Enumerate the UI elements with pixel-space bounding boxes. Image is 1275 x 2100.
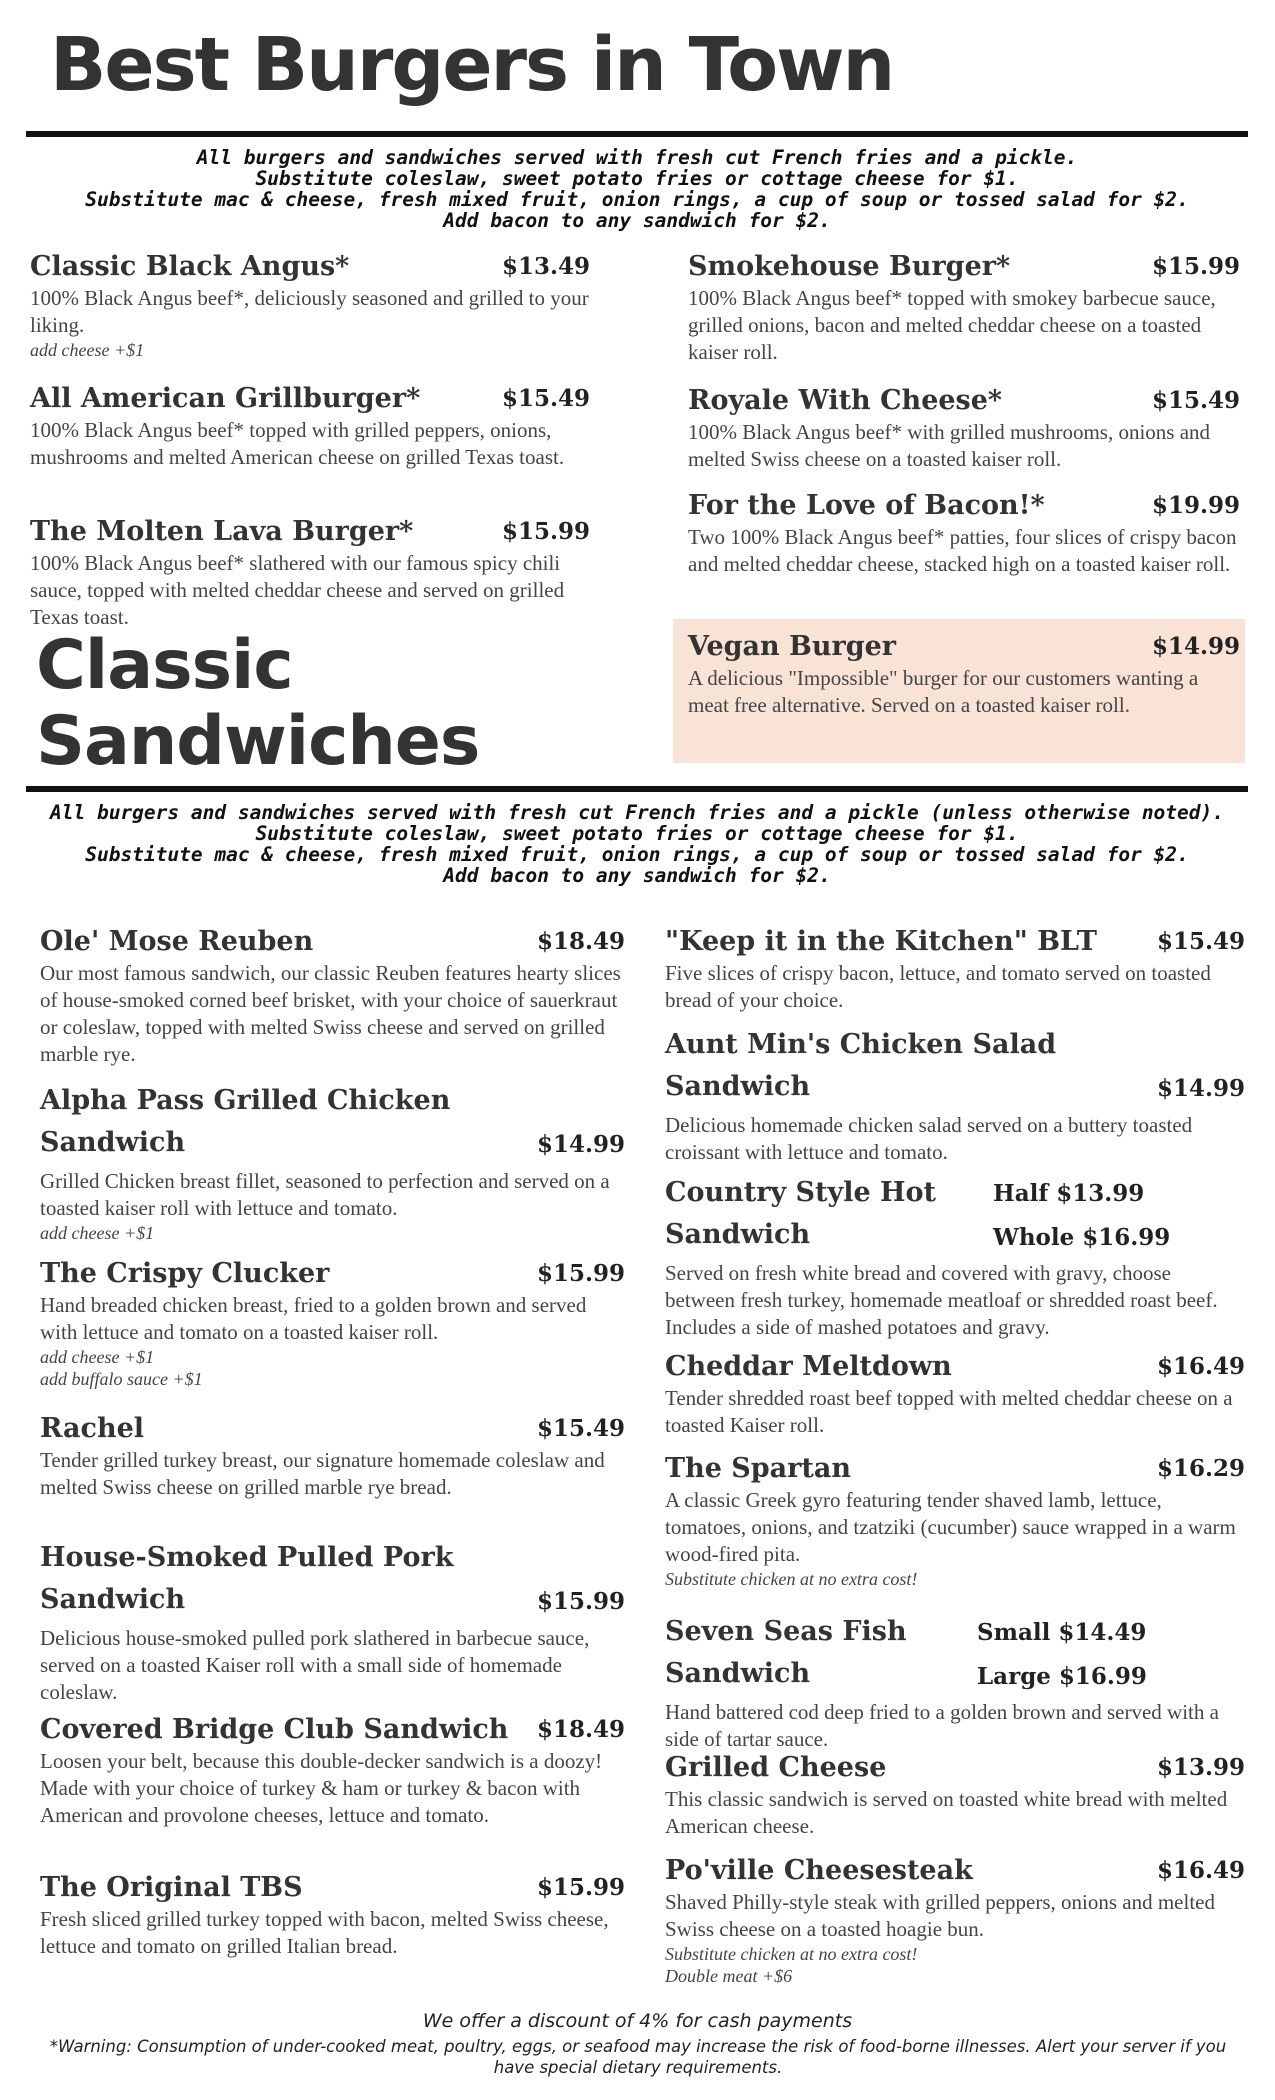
note-line: Substitute coleslaw, sweet potato fries or cottage cheese for $1. [255,167,1019,190]
divider-top [26,131,1248,137]
menu-item [40,1712,625,1829]
item-price: $15.49 [536,1415,625,1442]
item-description: Hand breaded chicken breast, fried to a golden brown and served with lettuce and tomato on a toasted kaiser roll. [40,1293,587,1344]
item-name: Po'ville Cheesesteak [665,1855,973,1886]
item-description: Served on fresh white bread and covered with gravy, choose between fresh turkey, homemade meatloaf or shredded roast beef. Includes a side of mashed potatoes and gravy. [665,1261,1218,1339]
menu-item [30,381,590,471]
sandwich-notes [26,802,1248,886]
item-price: $13.99 [1156,1754,1245,1781]
menu-item [688,383,1240,473]
item-price: $15.99 [536,1588,625,1615]
item-name: For the Love of Bacon!* [688,490,1045,521]
item-description: Delicious homemade chicken salad served on a buttery toasted croissant with lettuce and tomato. [665,1113,1193,1164]
item-name: Classic Black Angus* [30,251,350,282]
burger-notes [26,147,1248,231]
menu-item [665,1451,1245,1590]
price-options [993,1172,1170,1260]
item-note: add buffalo sauce +$1 [40,1369,203,1389]
item-description: Our most famous sandwich, our classic Reuben features hearty slices of house-smoked corned beef brisket, with your choice of sauerkraut or coleslaw, topped with melted Swiss cheese and served on grilled marble rye. [40,961,621,1066]
item-name: "Keep it in the Kitchen" BLT [665,926,1097,957]
note-line: All burgers and sandwiches served with fresh cut French fries and a pickle (unless otherwise noted). [50,801,1224,824]
item-price: $15.49 [1151,387,1240,414]
item-name: The Original TBS [40,1872,303,1903]
note-line: Add bacon to any sandwich for $2. [443,864,831,887]
item-price: $14.99 [536,1131,625,1158]
item-description: Delicious house-smoked pulled pork slathered in barbecue sauce, served on a toasted Kaiser roll with a small side of homemade coleslaw. [40,1626,590,1704]
menu-item [40,924,625,1068]
menu-item [40,1537,625,1706]
food-warning: *Warning: Consumption of under-cooked meat, poultry, eggs, or seafood may increase the risk of food-borne illnesses. Alert your server if you have special dietary requirements. [49,2037,1227,2077]
item-name: House-Smoked Pulled Pork Sandwich [40,1542,454,1615]
item-description: Hand battered cod deep fried to a golden brown and served with a side of tartar sauce. [665,1700,1219,1751]
item-description: Grilled Chicken breast fillet, seasoned to perfection and served on a toasted kaiser roll with lettuce and tomato. [40,1169,610,1220]
item-description: Tender shredded roast beef topped with melted cheddar cheese on a toasted Kaiser roll. [665,1386,1233,1437]
item-price: $19.99 [1151,492,1240,519]
menu-item [665,1172,1245,1341]
item-name: Aunt Min's Chicken Salad Sandwich [665,1029,1057,1102]
item-price: $13.49 [501,253,590,280]
item-name: Cheddar Meltdown [665,1351,952,1382]
page-title: Best Burgers in Town [50,22,894,108]
price-option: Whole $16.99 [993,1224,1171,1251]
item-price: $18.49 [536,1716,625,1743]
item-note: Double meat +$6 [665,1966,793,1986]
item-name: Royale With Cheese* [688,385,1003,416]
menu-item [40,1411,625,1501]
item-note: Substitute chicken at no extra cost! [665,1569,918,1589]
note-line: Substitute mac & cheese, fresh mixed fruit, onion rings, a cup of soup or tossed salad for $2. [85,843,1189,866]
item-name: The Molten Lava Burger* [30,516,414,547]
item-name: All American Grillburger* [30,383,421,414]
item-description: Fresh sliced grilled turkey topped with bacon, melted Swiss cheese, lettuce and tomato on grilled Italian bread. [40,1907,609,1958]
item-price: $14.99 [1151,633,1240,660]
item-name: Covered Bridge Club Sandwich [40,1714,509,1745]
item-price: $15.99 [501,518,590,545]
menu-item [30,249,590,361]
cash-discount-note: We offer a discount of 4% for cash payments [422,2010,853,2032]
item-name: Rachel [40,1413,145,1444]
item-name: The Crispy Clucker [40,1258,330,1289]
menu-item [40,1870,625,1960]
item-description: A delicious "Impossible" burger for our customers wanting a meat free alternative. Served on a toasted kaiser roll. [688,666,1199,717]
item-name: Seven Seas Fish Sandwich [665,1616,907,1689]
item-note: add cheese +$1 [30,340,145,360]
item-price: $16.49 [1156,1857,1245,1884]
item-description: Shaved Philly-style steak with grilled peppers, onions and melted Swiss cheese on a toasted hoagie bun. [665,1890,1215,1941]
menu-item [665,1349,1245,1439]
item-description: 100% Black Angus beef* topped with smokey barbecue sauce, grilled onions, bacon and melted cheddar cheese on a toasted kaiser roll. [688,286,1216,364]
item-price: $15.99 [536,1260,625,1287]
item-description: 100% Black Angus beef* slathered with our famous spicy chili sauce, topped with melted cheddar cheese and served on grilled Texas toast. [30,551,565,629]
item-note: Substitute chicken at no extra cost! [665,1944,918,1964]
item-name: The Spartan [665,1453,851,1484]
menu-item [40,1080,625,1244]
item-description: This classic sandwich is served on toasted white bread with melted American cheese. [665,1787,1228,1838]
item-price: $15.49 [501,385,590,412]
item-note: add cheese +$1 [40,1347,155,1367]
item-price: $18.49 [536,928,625,955]
item-price: $16.29 [1156,1455,1245,1482]
item-price: $14.99 [1156,1075,1245,1102]
item-name: Vegan Burger [688,631,897,662]
item-description: Five slices of crispy bacon, lettuce, and tomato served on toasted bread of your choice. [665,961,1211,1012]
item-note: add cheese +$1 [40,1223,155,1243]
menu-item [30,514,590,631]
note-line: All burgers and sandwiches served with fresh cut French fries and a pickle. [196,146,1078,169]
item-name: Grilled Cheese [665,1752,887,1783]
item-description: 100% Black Angus beef* with grilled mushrooms, onions and melted Swiss cheese on a toasted kaiser roll. [688,420,1211,471]
item-description: A classic Greek gyro featuring tender shaved lamb, lettuce, tomatoes, onions, and tzatziki (cucumber) sauce wrapped in a warm wood-fired pita. [665,1488,1236,1566]
menu-item [40,1256,625,1390]
item-name: Smokehouse Burger* [688,251,1011,282]
menu-item [665,1611,1245,1753]
menu-item [665,1750,1245,1840]
menu-item [665,924,1245,1014]
menu-item [665,1853,1245,1987]
item-name: Country Style Hot Sandwich [665,1177,937,1250]
item-description: Loosen your belt, because this double-decker sandwich is a doozy! Made with your choice of turkey & ham or turkey & bacon with American and provolone cheeses, lettuce and tomato. [40,1749,603,1827]
item-description: 100% Black Angus beef*, deliciously seasoned and grilled to your liking. [30,286,589,337]
menu-item [665,1024,1245,1166]
section-title: Classic Sandwiches [36,626,480,781]
note-line: Add bacon to any sandwich for $2. [443,209,831,232]
price-option: Large $16.99 [977,1663,1147,1690]
menu-item [688,488,1240,578]
price-option: Small $14.49 [977,1619,1147,1646]
price-option: Half $13.99 [993,1180,1145,1207]
item-price: $15.99 [1151,253,1240,280]
item-name: Ole' Mose Reuben [40,926,314,957]
item-name: Alpha Pass Grilled Chicken Sandwich [40,1085,451,1158]
note-line: Substitute coleslaw, sweet potato fries or cottage cheese for $1. [255,822,1019,845]
price-options [977,1611,1147,1699]
menu-item [688,249,1240,366]
item-description: Two 100% Black Angus beef* patties, four slices of crispy bacon and melted cheddar cheese, stacked high on a toasted kaiser roll. [688,525,1237,576]
divider-sandwiches [26,786,1248,792]
item-price: $16.49 [1156,1353,1245,1380]
item-description: Tender grilled turkey breast, our signature homemade coleslaw and melted Swiss cheese on grilled marble rye bread. [40,1448,605,1499]
menu-item [688,629,1240,719]
item-price: $15.99 [536,1874,625,1901]
note-line: Substitute mac & cheese, fresh mixed fruit, onion rings, a cup of soup or tossed salad for $2. [85,188,1189,211]
item-price: $15.49 [1156,928,1245,955]
item-description: 100% Black Angus beef* topped with grilled peppers, onions, mushrooms and melted American cheese on grilled Texas toast. [30,418,565,469]
